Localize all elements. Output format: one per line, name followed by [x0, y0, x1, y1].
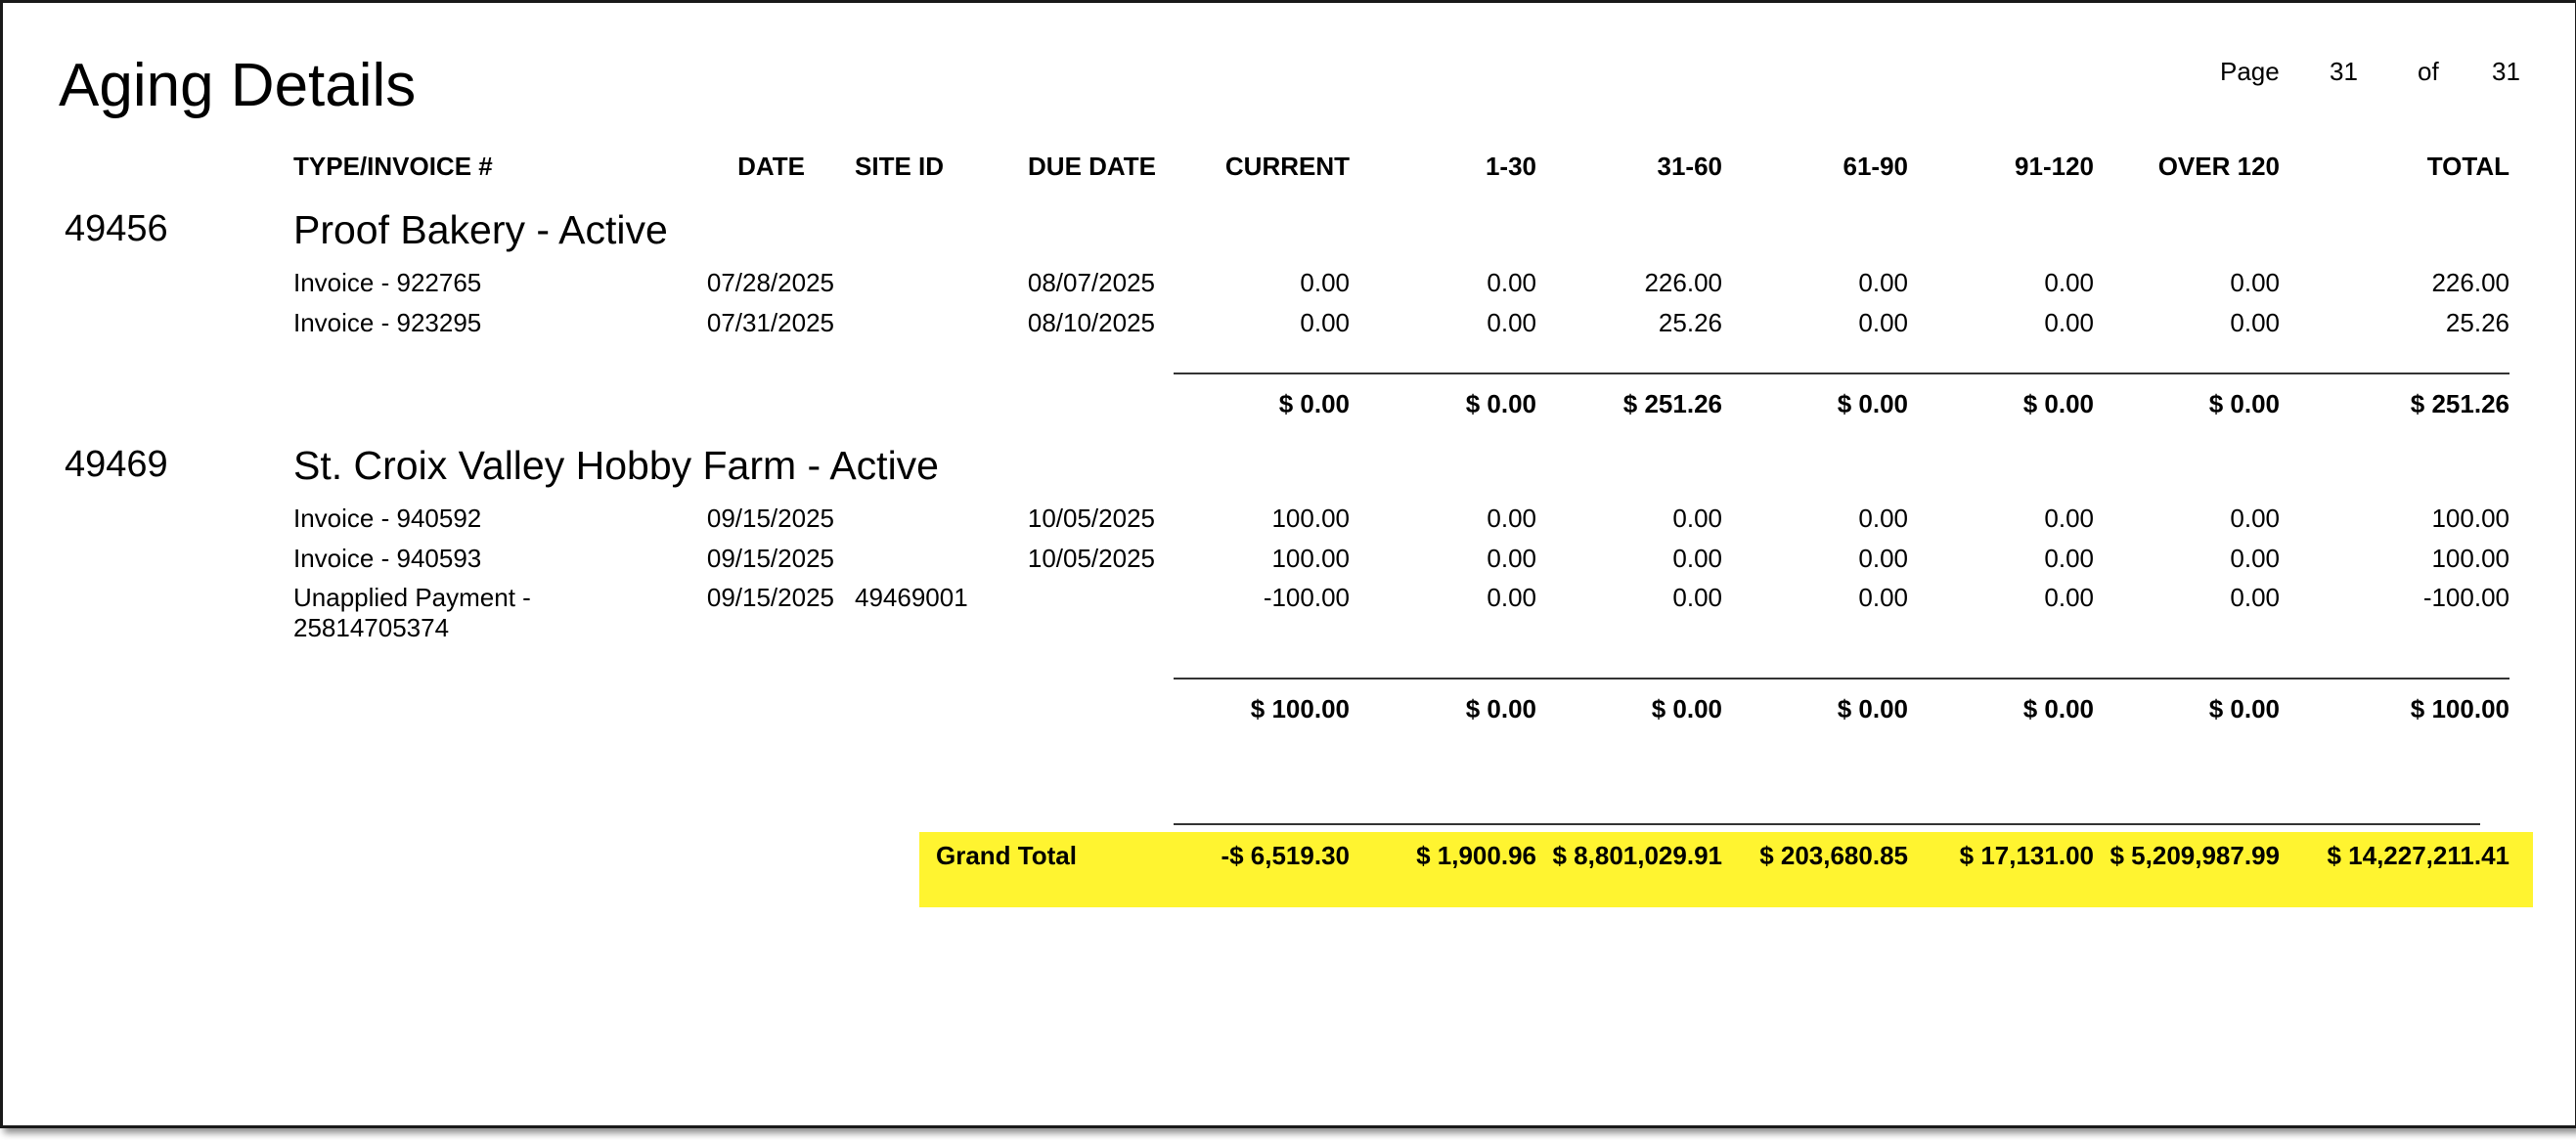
- col-due-date: DUE DATE: [1028, 152, 1156, 181]
- cell-total: 100.00: [2431, 544, 2509, 573]
- cell-1-30: 0.00: [1487, 544, 1536, 573]
- subtotal-31-60: $ 0.00: [1651, 694, 1722, 723]
- subtotal-current: $ 0.00: [1278, 389, 1350, 418]
- cell-date: 09/15/2025: [706, 544, 834, 573]
- cell-date: 07/28/2025: [706, 268, 834, 297]
- report-title: Aging Details: [59, 52, 417, 119]
- col-61-90: 61-90: [1843, 152, 1908, 181]
- cell-date: 09/15/2025: [706, 583, 834, 612]
- subtotal-over-120: $ 0.00: [2208, 694, 2280, 723]
- grand-total-91-120: $ 17,131.00: [1959, 841, 2094, 870]
- grand-total-1-30: $ 1,900.96: [1416, 841, 1536, 870]
- subtotal-current: $ 100.00: [1250, 694, 1350, 723]
- grand-total-61-90: $ 203,680.85: [1759, 841, 1908, 870]
- subtotal-1-30: $ 0.00: [1465, 389, 1536, 418]
- grand-total-31-60: $ 8,801,029.91: [1552, 841, 1722, 870]
- cell-over-120: 0.00: [2230, 544, 2280, 573]
- col-current: CURRENT: [1224, 152, 1350, 181]
- cell-total: 226.00: [2431, 268, 2509, 297]
- customer-id: 49456: [65, 208, 168, 249]
- cell-current: 100.00: [1271, 544, 1350, 573]
- col-date: DATE: [737, 152, 805, 181]
- cell-total: 100.00: [2431, 504, 2509, 533]
- cell-1-30: 0.00: [1487, 583, 1536, 612]
- cell-type-line2: 25814705374: [293, 613, 450, 642]
- subtotal-over-120: $ 0.00: [2208, 389, 2280, 418]
- cell-current: 0.00: [1300, 268, 1350, 297]
- cell-due-date: 10/05/2025: [1027, 504, 1155, 533]
- cell-61-90: 0.00: [1858, 583, 1908, 612]
- cell-total: 25.26: [2445, 308, 2509, 337]
- cell-current: 0.00: [1300, 308, 1350, 337]
- cell-91-120: 0.00: [2044, 544, 2094, 573]
- col-type-invoice: TYPE/INVOICE #: [293, 152, 493, 181]
- subtotal-divider: [1174, 373, 2509, 374]
- col-over-120: OVER 120: [2157, 152, 2280, 181]
- subtotal-91-120: $ 0.00: [2022, 389, 2094, 418]
- col-total: TOTAL: [2426, 152, 2509, 181]
- cell-91-120: 0.00: [2044, 504, 2094, 533]
- cell-type: Unapplied Payment -: [293, 583, 531, 612]
- grand-total-total: $ 14,227,211.41: [2327, 841, 2509, 870]
- cell-type: Invoice - 923295: [293, 308, 482, 337]
- customer-name: St. Croix Valley Hobby Farm - Active: [293, 443, 939, 488]
- grand-total-divider: [1174, 823, 2480, 825]
- page-total: 31: [2492, 57, 2520, 86]
- cell-31-60: 226.00: [1644, 268, 1722, 297]
- cell-due-date: 10/05/2025: [1027, 544, 1155, 573]
- cell-site-id: 49469001: [855, 583, 968, 612]
- cell-type: Invoice - 940592: [293, 504, 482, 533]
- col-1-30: 1-30: [1485, 152, 1536, 181]
- cell-31-60: 0.00: [1672, 583, 1722, 612]
- cell-type: Invoice - 922765: [293, 268, 482, 297]
- cell-31-60: 25.26: [1658, 308, 1722, 337]
- subtotal-total: $ 100.00: [2410, 694, 2509, 723]
- cell-over-120: 0.00: [2230, 268, 2280, 297]
- subtotal-31-60: $ 251.26: [1622, 389, 1722, 418]
- subtotal-divider: [1174, 678, 2509, 680]
- cell-91-120: 0.00: [2044, 268, 2094, 297]
- cell-date: 07/31/2025: [706, 308, 834, 337]
- cell-91-120: 0.00: [2044, 583, 2094, 612]
- subtotal-1-30: $ 0.00: [1465, 694, 1536, 723]
- cell-1-30: 0.00: [1487, 504, 1536, 533]
- cell-61-90: 0.00: [1858, 308, 1908, 337]
- of-label: of: [2418, 57, 2439, 86]
- cell-61-90: 0.00: [1858, 268, 1908, 297]
- cell-1-30: 0.00: [1487, 268, 1536, 297]
- subtotal-61-90: $ 0.00: [1837, 694, 1908, 723]
- grand-total-label: Grand Total: [936, 841, 1077, 870]
- cell-61-90: 0.00: [1858, 544, 1908, 573]
- cell-over-120: 0.00: [2230, 308, 2280, 337]
- cell-over-120: 0.00: [2230, 583, 2280, 612]
- grand-total-current: -$ 6,519.30: [1221, 841, 1350, 870]
- cell-current: 100.00: [1271, 504, 1350, 533]
- cell-31-60: 0.00: [1672, 544, 1722, 573]
- col-91-120: 91-120: [2015, 152, 2094, 181]
- subtotal-91-120: $ 0.00: [2022, 694, 2094, 723]
- cell-91-120: 0.00: [2044, 308, 2094, 337]
- page-number: 31: [2330, 57, 2358, 86]
- subtotal-61-90: $ 0.00: [1837, 389, 1908, 418]
- col-31-60: 31-60: [1657, 152, 1722, 181]
- col-site-id: SITE ID: [855, 152, 945, 181]
- cell-date: 09/15/2025: [706, 504, 834, 533]
- page-label: Page: [2220, 57, 2280, 86]
- customer-id: 49469: [65, 444, 168, 485]
- cell-over-120: 0.00: [2230, 504, 2280, 533]
- cell-31-60: 0.00: [1672, 504, 1722, 533]
- customer-name: Proof Bakery - Active: [293, 207, 668, 252]
- cell-1-30: 0.00: [1487, 308, 1536, 337]
- cell-61-90: 0.00: [1858, 504, 1908, 533]
- cell-due-date: 08/07/2025: [1027, 268, 1155, 297]
- cell-type: Invoice - 940593: [293, 544, 482, 573]
- cell-current: -100.00: [1263, 583, 1350, 612]
- cell-total: -100.00: [2422, 583, 2509, 612]
- grand-total-over-120: $ 5,209,987.99: [2110, 841, 2280, 870]
- cell-due-date: 08/10/2025: [1027, 308, 1155, 337]
- subtotal-total: $ 251.26: [2410, 389, 2509, 418]
